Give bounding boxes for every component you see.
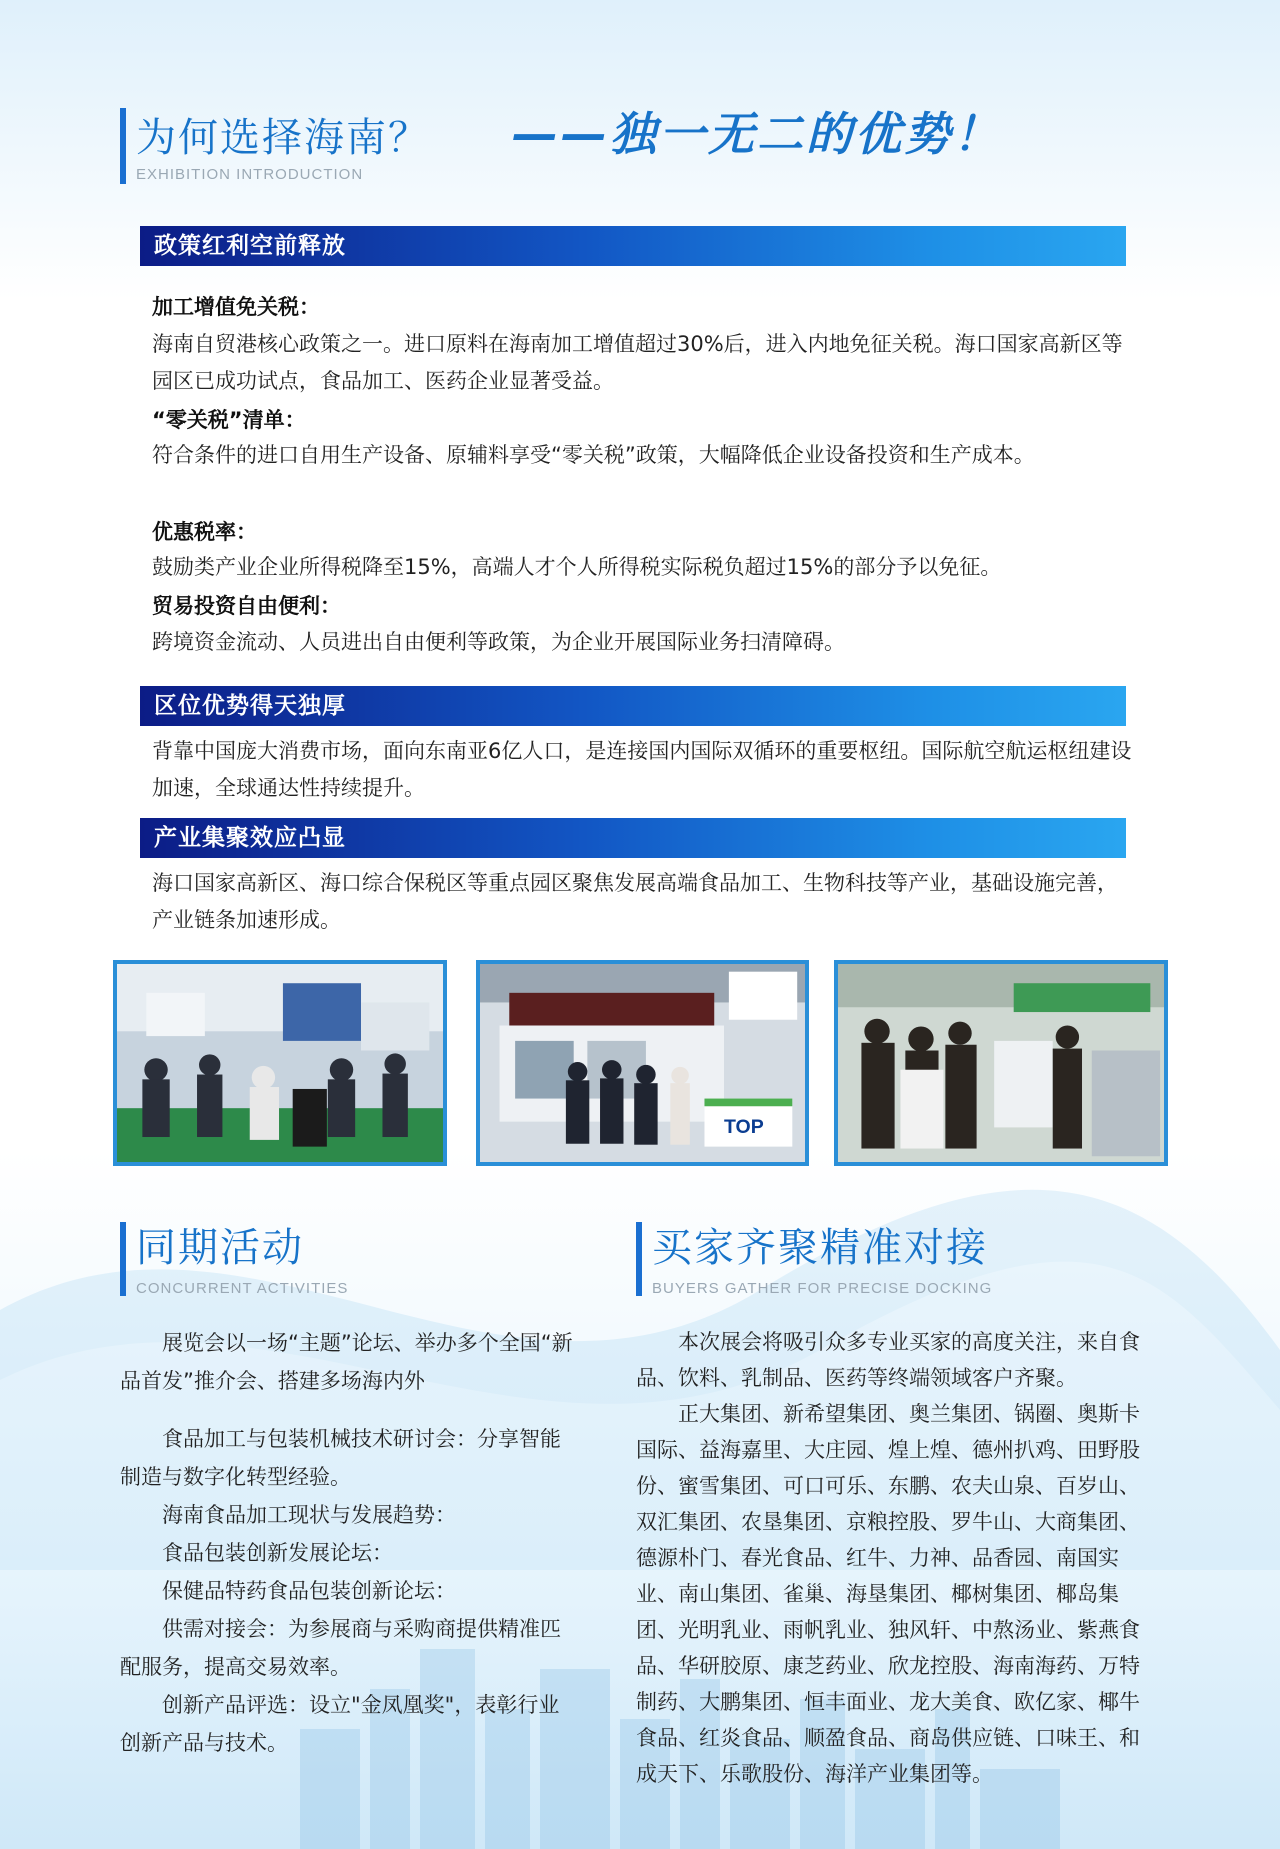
policy-item-title: 贸易投资自由便利： <box>152 594 341 618</box>
location-banner <box>140 686 1126 726</box>
exhibition-photo-3 <box>834 960 1168 1166</box>
buyers-accent-bar <box>636 1222 642 1296</box>
policy-item-title: 优惠税率： <box>152 520 257 544</box>
policy-item-text: 符合条件的进口自用生产设备、原辅料享受“零关税”政策，大幅降低企业设备投资和生产成本。 <box>152 443 1035 467</box>
policy-item-title: “零关税”清单： <box>152 408 306 432</box>
page-slogan: ——独一无二的优势！ <box>512 107 1002 161</box>
top-booth-sign: TOP <box>723 1116 764 1139</box>
activities-paragraph: 供需对接会：为参展商与采购商提供精准匹配服务，提高交易效率。 <box>120 1617 561 1679</box>
industry-banner <box>140 818 1126 858</box>
industry-text: 海口国家高新区、海口综合保税区等重点园区聚焦发展高端食品加工、生物科技等产业，基础设施完善，产业链条加速形成。 <box>152 871 1118 932</box>
activities-paragraph: 创新产品评选：设立"金凤凰奖"，表彰行业创新产品与技术。 <box>120 1693 560 1755</box>
activities-paragraph: 展览会以一场“主题”论坛、举办多个全国“新品首发”推介会、搭建多场海内外 <box>120 1331 573 1393</box>
page-subtitle: EXHIBITION INTRODUCTION <box>136 166 364 183</box>
buyers-title: 买家齐聚精准对接 <box>652 1225 988 1271</box>
policy-item-title: 加工增值免关税： <box>152 295 320 319</box>
exhibition-photo-2 <box>476 960 809 1166</box>
location-text: 背靠中国庞大消费市场，面向东南亚6亿人口，是连接国内国际双循环的重要枢纽。国际航空航运枢纽建设加速，全球通达性持续提升。 <box>152 739 1132 800</box>
policy-item-text: 鼓励类产业企业所得税降至15%，高端人才个人所得税实际税负超过15%的部分予以免征。 <box>152 555 1002 579</box>
policy-item-text: 跨境资金流动、人员进出自由便利等政策，为企业开展国际业务扫清障碍。 <box>152 630 845 654</box>
activities-title: 同期活动 <box>136 1225 304 1271</box>
activities-paragraph: 食品包装创新发展论坛： <box>162 1541 393 1565</box>
buyers-paragraph: 正大集团、新希望集团、奥兰集团、锅圈、奥斯卡国际、益海嘉里、大庄园、煌上煌、德州扒鸡、田野股份、蜜雪集团、可口可乐、东鹏、农夫山泉、百岁山、双汇集团、农垦集团、京粮控股、罗牛山、大商集团、德源朴门、春光食品、红牛、力神、品香园、南国实业、南山集团、雀巢、海垦集团、椰树集团、椰岛集团、光明乳业、雨帆乳业、独风轩、中熬汤业、紫燕食品、华研胶原、康芝药业、欣龙控股、海南海药、万特制药、大鹏集团、恒丰面业、龙大美食、欧亿家、椰牛食品、红炎食品、顺盈食品、商岛供应链、口味王、和成天下、乐歌股份、海洋产业集团等。 <box>636 1402 1140 1786</box>
activities-paragraph: 食品加工与包装机械技术研讨会：分享智能制造与数字化转型经验。 <box>120 1427 561 1489</box>
activities-body <box>120 1324 580 1762</box>
buyers-header <box>636 1222 1156 1296</box>
page-title: 为何选择海南？ <box>136 115 430 161</box>
policy-heading: 政策红利空前释放 <box>154 233 346 259</box>
buyers-paragraph: 本次展会将吸引众多专业买家的高度关注，来自食品、饮料、乳制品、医药等终端领域客户齐聚。 <box>636 1330 1140 1390</box>
exhibition-photo-1 <box>113 960 447 1166</box>
industry-heading: 产业集聚效应凸显 <box>154 825 346 851</box>
activities-header <box>120 1222 540 1296</box>
activities-accent-bar <box>120 1222 126 1296</box>
buyers-body <box>636 1324 1160 1792</box>
buyers-subtitle: BUYERS GATHER FOR PRECISE DOCKING <box>652 1280 993 1297</box>
location-heading: 区位优势得天独厚 <box>154 693 346 719</box>
activities-paragraph: 保健品特药食品包装创新论坛： <box>162 1579 456 1603</box>
policy-item-text: 海南自贸港核心政策之一。进口原料在海南加工增值超过30%后，进入内地免征关税。海口国家高新区等园区已成功试点，食品加工、医药企业显著受益。 <box>152 332 1123 393</box>
activities-subtitle: CONCURRENT ACTIVITIES <box>136 1280 349 1297</box>
policy-banner <box>140 226 1126 266</box>
header-accent-bar <box>120 108 126 184</box>
activities-paragraph: 海南食品加工现状与发展趋势： <box>162 1503 456 1527</box>
page-header <box>120 108 520 184</box>
